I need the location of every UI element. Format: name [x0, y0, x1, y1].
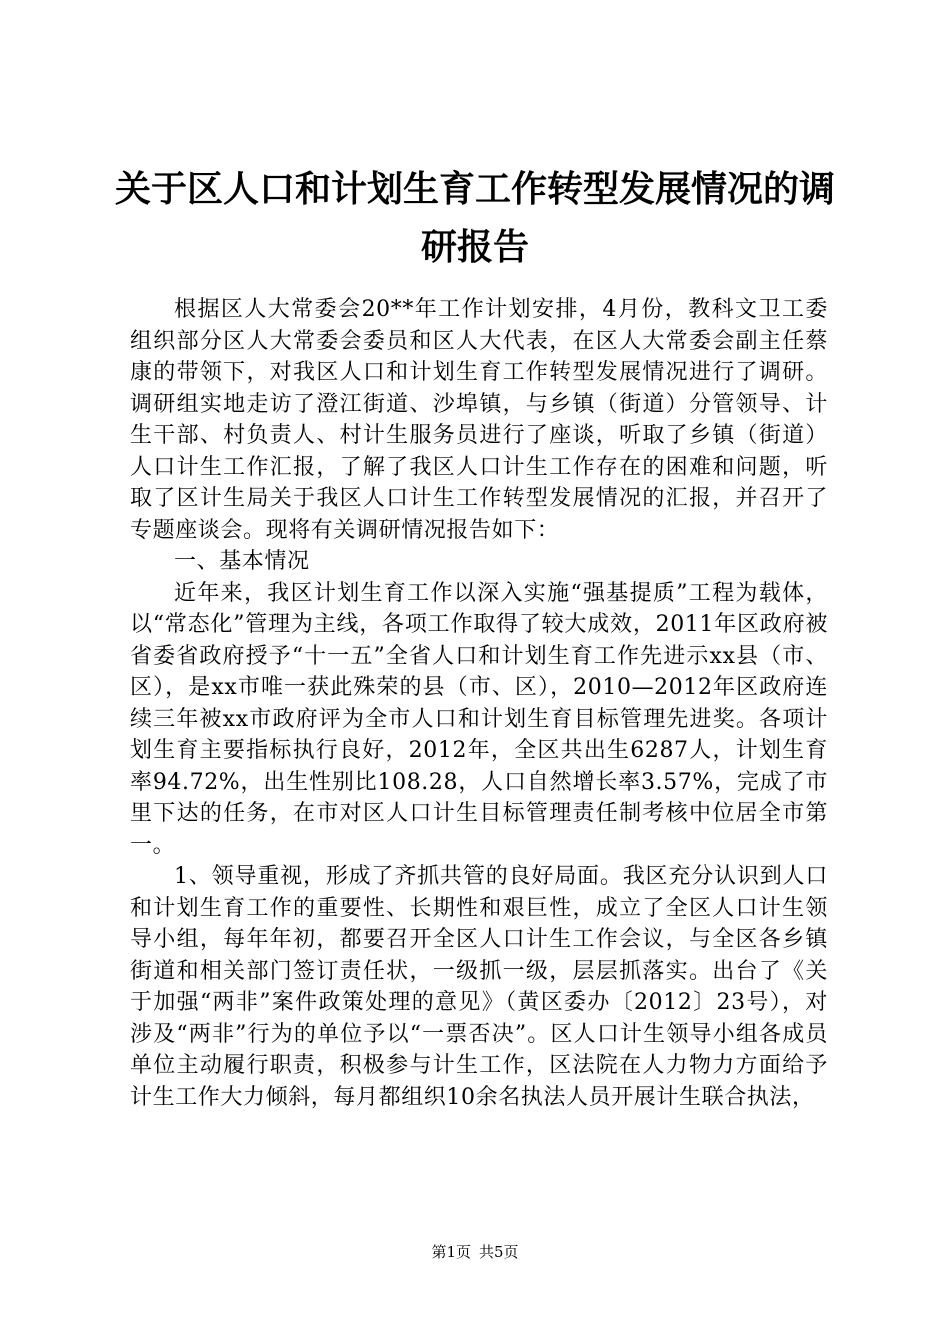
page-footer	[0, 1242, 950, 1262]
page-total: 共5页	[479, 1243, 519, 1261]
page-number: 第1页	[431, 1243, 471, 1261]
paragraph-basic-situation: 近年来，我区计划生育工作以深入实施“强基提质”工程为载体，以“常态化”管理为主线，各项工作取得了较大成效，2011年区政府被省委省政府授予“十一五”全省人口和计划生育工作先进示xx县（市、区），是xx市唯一获此殊荣的县（市、区），2010—2012年区政府连续三年被xx市政府评为全市人口和计划生育目标管理先进奖。各项计划生育主要指标执行良好，2012年，全区共出生6287人，计划生育率94.72%，出生性别比108.28，人口自然增长率3.57%，完成了市里下达的任务，在市对区人口计生目标管理责任制考核中位居全市第一。	[130, 580, 828, 858]
paragraph-leadership: 1、领导重视，形成了齐抓共管的良好局面。我区充分认识到人口和计划生育工作的重要性、长期性和艰巨性，成立了全区人口计生领导小组，每年年初，都要召开全区人口计生工作会议，与全区各乡镇街道和相关部门签订责任状，一级抓一级，层层抓落实。出台了《关于加强“两非”案件政策处理的意见》（黄区委办〔2012〕23号），对涉及“两非”行为的单位予以“一票否决”。区人口计生领导小组各成员单位主动履行职责，积极参与计生工作，区法院在人力物力方面给予计生工作大力倾斜，每月都组织10余名执法人员开展计生联合执法，	[130, 864, 828, 1110]
document-body	[130, 294, 828, 1113]
document-title: 关于区人口和计划生育工作转型发展情况的调研报告	[114, 168, 835, 268]
paragraph-intro: 根据区人大常委会20**年工作计划安排，4月份，教科文卫工委组织部分区人大常委会委员和区人大代表，在区人大常委会副主任蔡康的带领下，对我区人口和计划生育工作转型发展情况进行了调研。调研组实地走访了澄江街道、沙埠镇，与乡镇（街道）分管领导、计生干部、村负责人、村计生服务员进行了座谈，听取了乡镇（街道）人口计生工作汇报，了解了我区人口计生工作存在的困难和问题，听取了区计生局关于我区人口计生工作转型发展情况的汇报，并召开了专题座谈会。现将有关调研情况报告如下：	[130, 297, 828, 543]
section-heading-basic: 一、基本情况	[174, 549, 310, 574]
